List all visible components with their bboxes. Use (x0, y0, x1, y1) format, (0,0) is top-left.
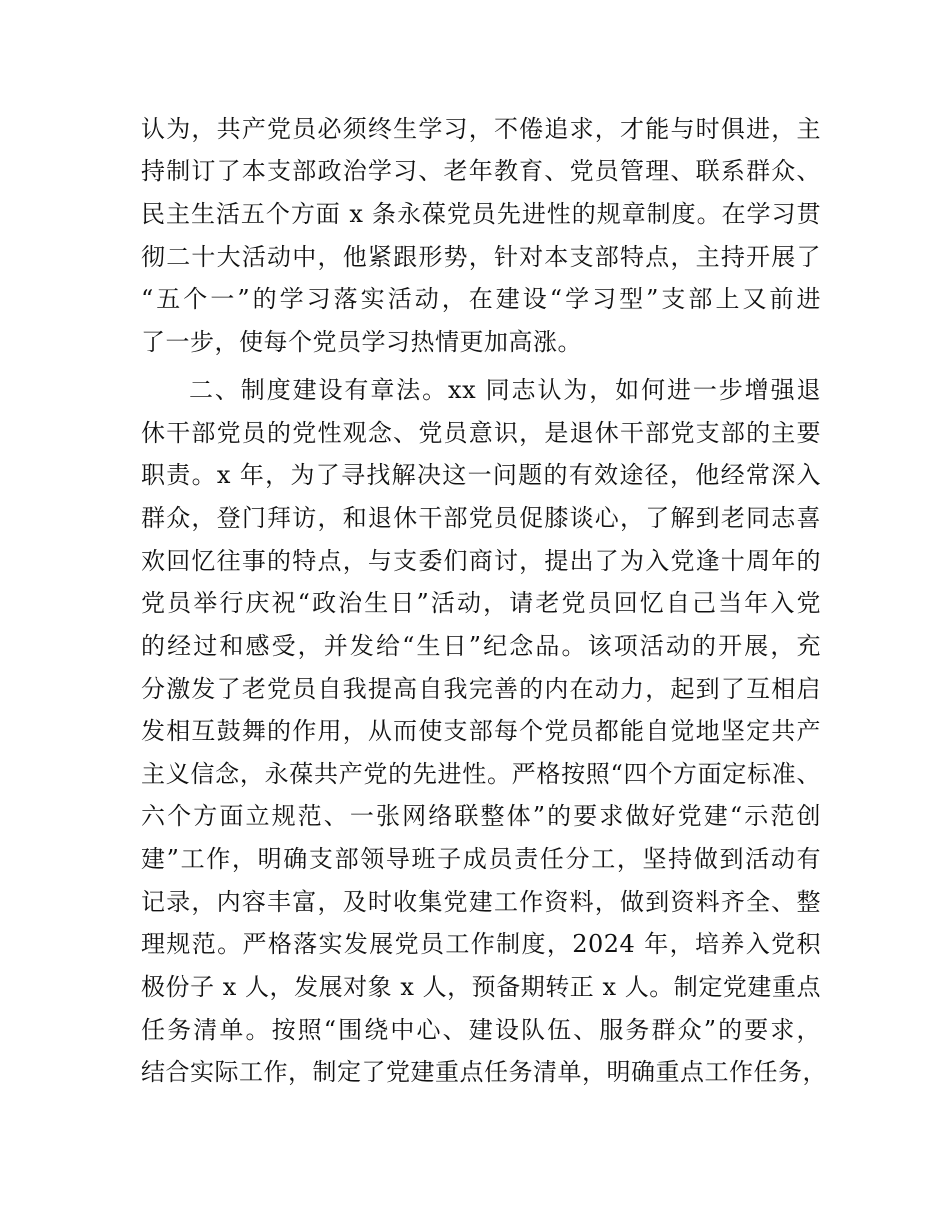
text-line: 了一步，使每个党员学习热情更加高涨。 (141, 328, 582, 356)
text-line: 发相互鼓舞的作用，从而使支部每个党员都能自觉地坚定共产 (141, 717, 821, 745)
text-line: 任务清单。按照“围绕中心、建设队伍、服务群众”的要求， (141, 1016, 821, 1044)
text-line: 极份子 x 人，发展对象 x 人，预备期转正 x 人。制定党建重点 (141, 973, 821, 1001)
text-line: 六个方面立规范、一张网络联整体”的要求做好党建“示范创 (141, 802, 821, 830)
text-line: 记录，内容丰富，及时收集党建工作资料，做到资料齐全、整 (141, 888, 821, 916)
text-line: 休干部党员的党性观念、党员意识，是退休干部党支部的主要 (141, 419, 821, 447)
text-line: 群众，登门拜访，和退休干部党员促膝谈心，了解到老同志喜 (141, 504, 821, 532)
text-line: 认为，共产党员必须终生学习，不倦追求，才能与时俱进，主 (141, 115, 821, 143)
text-line: 主义信念，永葆共产党的先进性。严格按照“四个方面定标准、 (141, 760, 821, 788)
text-line: “五个一”的学习落实活动，在建设“学习型”支部上又前进 (141, 285, 821, 313)
text-line: 彻二十大活动中，他紧跟形势，针对本支部特点，主持开展了 (141, 243, 821, 271)
text-line: 理规范。严格落实发展党员工作制度，2024 年，培养入党积 (141, 930, 821, 958)
text-line: 建”工作，明确支部领导班子成员责任分工，坚持做到活动有 (141, 845, 821, 873)
text-line: 分激发了老党员自我提高自我完善的内在动力，起到了互相启 (141, 675, 821, 703)
text-line: 二、制度建设有章法。xx 同志认为，如何进一步增强退 (189, 376, 821, 404)
text-line: 民主生活五个方面 x 条永葆党员先进性的规章制度。在学习贯 (141, 200, 821, 228)
text-line: 党员举行庆祝“政治生日”活动，请老党员回忆自己当年入党 (141, 589, 821, 617)
text-line: 的经过和感受，并发给“生日”纪念品。该项活动的开展，充 (141, 632, 821, 660)
text-line: 职责。x 年，为了寻找解决这一问题的有效途径，他经常深入 (141, 461, 821, 489)
text-line: 持制订了本支部政治学习、老年教育、党员管理、联系群众、 (141, 157, 821, 185)
text-line: 结合实际工作，制定了党建重点任务清单，明确重点工作任务， (141, 1058, 827, 1086)
text-line: 欢回忆往事的特点，与支委们商讨，提出了为入党逢十周年的 (141, 547, 821, 575)
